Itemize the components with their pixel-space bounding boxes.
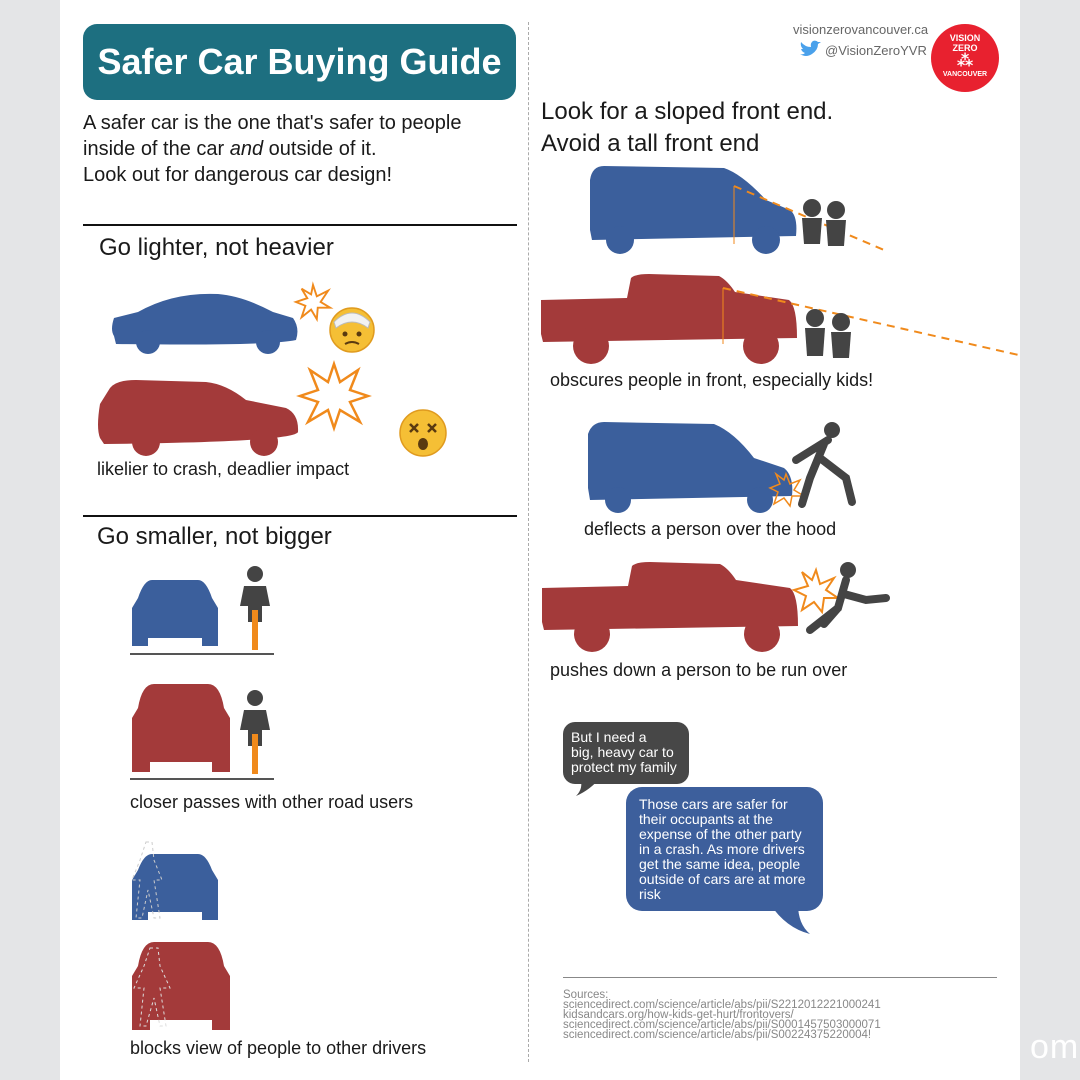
intro-line-3: Look out for dangerous car design! bbox=[83, 164, 393, 186]
large-suv-illustration bbox=[96, 378, 301, 458]
caption-passes: closer passes with other road users bbox=[130, 792, 414, 812]
section-divider bbox=[83, 515, 517, 517]
impact-burst-icon bbox=[294, 283, 332, 321]
answer-line: Those cars are safer for bbox=[639, 796, 788, 812]
logo-line-2: ZERO bbox=[952, 43, 978, 53]
twitter-handle[interactable]: @VisionZeroYVR bbox=[825, 43, 927, 58]
question-speech-bubble bbox=[563, 722, 689, 784]
answer-line: their occupants at the bbox=[639, 811, 773, 827]
sloped-van-sightline-illustration bbox=[584, 164, 888, 256]
answer-line: expense of the other party bbox=[639, 826, 802, 842]
logo-line-1: VISION bbox=[949, 33, 981, 43]
intro-line-2 bbox=[83, 136, 523, 162]
road-line bbox=[130, 778, 274, 780]
vision-zero-logo bbox=[931, 24, 999, 92]
truck-pushes-pedestrian-illustration bbox=[540, 560, 890, 656]
column-divider bbox=[528, 22, 529, 1062]
section-heading-lighter: Go lighter, not heavier bbox=[99, 234, 334, 261]
question-line: But I need a bbox=[571, 729, 647, 745]
caption-deflects: deflects a person over the hood bbox=[584, 519, 837, 539]
section-heading-smaller: Go smaller, not bigger bbox=[97, 523, 332, 550]
infographic-page bbox=[60, 0, 1080, 1080]
answer-speech-bubble bbox=[626, 787, 823, 911]
source-link[interactable]: sciencedirect.com/science/article/abs/pii/S00224375220004! bbox=[563, 1029, 872, 1041]
face-bandage-emoji-icon bbox=[328, 306, 376, 354]
watermark-text: om bbox=[1030, 1028, 1080, 1066]
answer-bubble-tail bbox=[768, 904, 812, 936]
caption-pushes: pushes down a person to be run over bbox=[550, 660, 848, 680]
small-sedan-illustration bbox=[108, 290, 303, 354]
question-line: protect my family bbox=[571, 759, 677, 775]
caption-crash: likelier to crash, deadlier impact bbox=[97, 459, 350, 479]
impact-burst-icon bbox=[298, 362, 370, 428]
logo-line-3: VANCOUVER bbox=[942, 71, 988, 78]
answer-line: get the same idea, people bbox=[639, 856, 801, 872]
large-car-rear-illustration bbox=[130, 682, 232, 776]
intro-text bbox=[83, 110, 523, 188]
sources-divider bbox=[563, 977, 997, 978]
caption-view: blocks view of people to other drivers bbox=[130, 1038, 427, 1058]
twitter-bird-icon bbox=[798, 40, 822, 60]
intro-line-2-em: and bbox=[229, 138, 264, 160]
intro-line-2-post: outside of it. bbox=[263, 138, 377, 160]
answer-line: outside of cars are at more bbox=[639, 871, 806, 887]
page-title bbox=[83, 24, 516, 100]
source-link[interactable]: sciencedirect.com/science/article/abs/pii/S2212012221000241 bbox=[563, 999, 881, 1011]
front-heading-line-1: Look for a sloped front end. bbox=[541, 98, 834, 125]
sources-list bbox=[563, 990, 881, 1040]
intro-line-1: A safer car is the one that's safer to people bbox=[83, 112, 462, 134]
website-link[interactable]: visionzerovancouver.ca bbox=[793, 22, 929, 37]
page-title-text: Safer Car Buying Guide bbox=[97, 41, 502, 82]
small-car-blocking-illustration bbox=[130, 840, 220, 924]
sources-label: Sources: bbox=[563, 989, 609, 1001]
source-link[interactable]: kidsandcars.org/how-kids-get-hurt/frontovers/ bbox=[563, 1009, 794, 1021]
question-line: big, heavy car to bbox=[571, 744, 674, 760]
caption-obscures: obscures people in front, especially kids! bbox=[550, 370, 874, 390]
answer-line: risk bbox=[639, 886, 661, 902]
question-bubble-tail bbox=[574, 778, 604, 798]
answer-line: in a crash. As more drivers bbox=[639, 841, 805, 857]
tall-truck-sightline-illustration bbox=[539, 272, 1024, 368]
road-line bbox=[130, 653, 274, 655]
source-link[interactable]: sciencedirect.com/science/article/abs/pii/S0001457503000071 bbox=[563, 1019, 881, 1031]
logo-figures-icon: ⁂ bbox=[956, 53, 974, 70]
section-heading-front bbox=[541, 96, 833, 160]
face-dizzy-emoji-icon bbox=[398, 408, 448, 458]
cyclist-icon bbox=[232, 564, 278, 652]
section-divider bbox=[83, 224, 517, 226]
large-car-blocking-illustration bbox=[130, 940, 232, 1034]
van-deflects-pedestrian-illustration bbox=[584, 418, 854, 514]
intro-line-2-pre: inside of the car bbox=[83, 138, 230, 160]
cyclist-icon bbox=[232, 688, 278, 776]
small-car-rear-illustration bbox=[130, 578, 220, 650]
front-heading-line-2: Avoid a tall front end bbox=[541, 130, 760, 157]
